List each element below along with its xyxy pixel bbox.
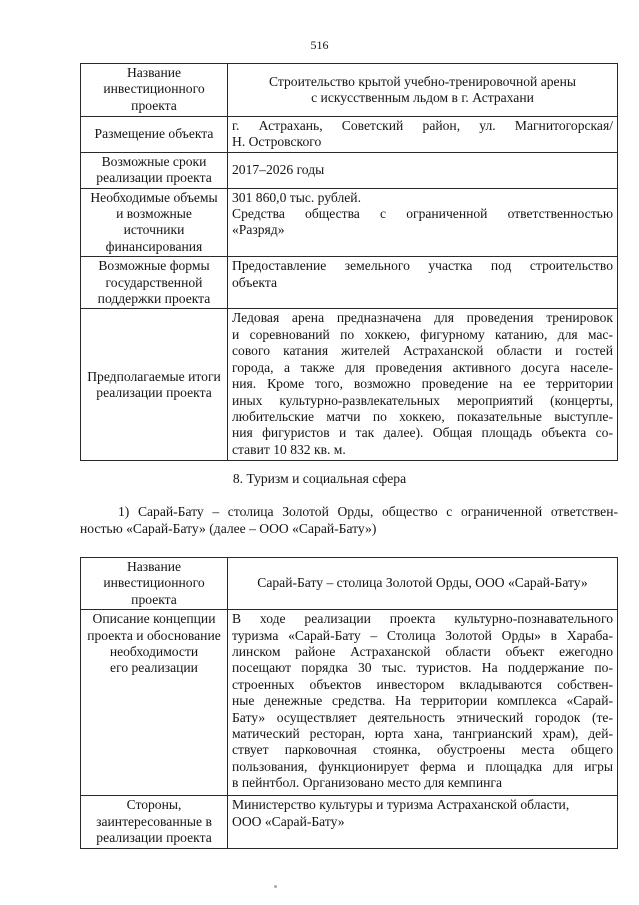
label-line: поддержки проекта (97, 291, 211, 307)
value-line: Средства общества с ограниченной ответственностью (232, 206, 613, 222)
label-line: Стороны, (126, 797, 182, 813)
value-line: иных культурно-развлекательных мероприятий (концерты, (232, 392, 613, 408)
value-line: В ходе реализации проекта культурно-познавательного (232, 611, 613, 627)
table-row-financing (81, 188, 618, 257)
label-line: финансирования (105, 238, 203, 254)
value-line: Бату» осуществляет деятельность этнический городок (те- (232, 709, 613, 725)
label-line: Возможные формы (98, 258, 210, 274)
value-line: Сарай-Бату – столица Золотой Орды, ООО «Сарай-Бату» (257, 575, 588, 591)
project-table-arena (80, 63, 618, 461)
value-line: любительские матчи по хоккею, показательные выступле- (232, 408, 613, 424)
row-label (81, 152, 228, 188)
table-row-project-name (81, 64, 618, 117)
row-value (228, 796, 618, 849)
value-line: 301 860,0 тыс. рублей. (232, 189, 361, 205)
value-line: и соревнований по хоккею, фигурному катанию, для мас- (232, 326, 613, 342)
row-value (228, 117, 618, 153)
row-value (228, 309, 618, 461)
row-label (81, 309, 228, 461)
row-value (228, 152, 618, 188)
label-line: проекта (131, 591, 177, 607)
value-line: Ледовая арена предназначена для проведения тренировок (232, 310, 613, 326)
table-row-concept (81, 610, 618, 796)
table-row-stakeholders (81, 796, 618, 849)
label-line: Размещение объекта (94, 126, 214, 142)
value-line: Строительство крытой учебно-тренировочной арены (269, 73, 576, 89)
label-line: необходимости (109, 644, 199, 660)
label-line: реализации проекта (96, 384, 212, 400)
row-value (228, 558, 618, 610)
row-label (81, 558, 228, 610)
label-line: его реализации (110, 660, 198, 676)
row-value (228, 188, 618, 257)
value-line: посещают порядка 30 тыс. туристов. На поддержание по- (232, 660, 613, 676)
value-line: «Разряд» (232, 222, 285, 238)
label-line: и возможные (116, 206, 192, 222)
label-line: проекта и обоснование (87, 627, 221, 643)
label-line: Описание концепции (92, 611, 216, 627)
value-line: пользования, функционирует ферма и площадка для игры (232, 758, 613, 774)
row-label (81, 64, 228, 117)
label-line: Предполагаемые итоги (87, 368, 221, 384)
value-line: туризма «Сарай-Бату – Столица Золотой Орды» в Хараба- (232, 627, 613, 643)
label-line: Название (126, 65, 182, 80)
row-value (228, 610, 618, 796)
page-number: 516 (310, 38, 329, 52)
value-line: 2017–2026 годы (232, 162, 325, 178)
label-line: Необходимые объемы (90, 189, 218, 205)
value-line: г. Астрахань, Советский район, ул. Магнитогорская/ (232, 118, 613, 133)
value-line: ния. Кроме того, возможно проведение на ее территории (232, 376, 613, 392)
row-value (228, 64, 618, 117)
value-line: ния фигуристов и так далее). Общая площадь объекта со- (232, 425, 613, 441)
value-line: линском районе Астраханской области объект ежегодно (232, 644, 613, 660)
label-line: заинтересованные в (96, 813, 212, 829)
label-line: источники (123, 222, 185, 238)
value-line: ные денежные средства. На территории комплекса «Сарай- (232, 693, 613, 709)
table-row-project-name (81, 558, 618, 610)
intro-line: ностью «Сарай-Бату» (далее – ООО «Сарай-Бату») (80, 521, 377, 536)
table-row-timeline (81, 152, 618, 188)
value-line: матический ресторан, юрта хана, тангрианский храм), дей- (232, 726, 613, 742)
row-label (81, 117, 228, 153)
row-label (81, 188, 228, 257)
project-table-saray-batu (80, 557, 618, 849)
value-line: с искусственным льдом в г. Астрахани (311, 90, 534, 105)
row-label (81, 257, 228, 309)
section-heading: 8. Туризм и социальная сфера (232, 471, 407, 486)
table-row-location (81, 117, 618, 153)
value-line: в пейнтбол. Организовано место для кемпинга (232, 775, 502, 791)
label-line: инвестиционного (103, 81, 205, 97)
value-line: ствует парковочная стоянка, обустроены места общего (232, 742, 613, 758)
label-line: государственной (105, 274, 203, 290)
value-line: Министерство культуры и туризма Астраханской области, (232, 797, 570, 813)
value-line: Н. Островского (232, 134, 322, 150)
label-line: реализации проекта (96, 830, 212, 846)
row-label (81, 796, 228, 849)
value-line: объекта (232, 274, 278, 290)
value-line: строенных объектов инвестором вкладываются собствен- (232, 676, 613, 692)
label-line: проекта (131, 97, 177, 113)
scan-speck (274, 885, 277, 888)
row-value (228, 257, 618, 309)
value-line: ставит 10 832 кв. м. (232, 441, 346, 457)
row-label (81, 610, 228, 796)
intro-paragraph (80, 503, 618, 537)
table-row-expected-results (81, 309, 618, 461)
value-line: города, а также для проведения активного досуга населе- (232, 359, 613, 375)
value-line: Предоставление земельного участка под строительство (232, 258, 613, 274)
value-line: сового катания жителей Астраханской области и гостей (232, 343, 613, 359)
label-line: Название (126, 559, 182, 574)
label-line: Возможные сроки (101, 153, 207, 169)
intro-line: 1) Сарай-Бату – столица Золотой Орды, общество с ограниченной ответствен- (118, 504, 618, 519)
value-line: ООО «Сарай-Бату» (232, 813, 345, 829)
label-line: реализации проекта (96, 170, 212, 186)
label-line: инвестиционного (103, 575, 205, 591)
table-row-state-support (81, 257, 618, 309)
